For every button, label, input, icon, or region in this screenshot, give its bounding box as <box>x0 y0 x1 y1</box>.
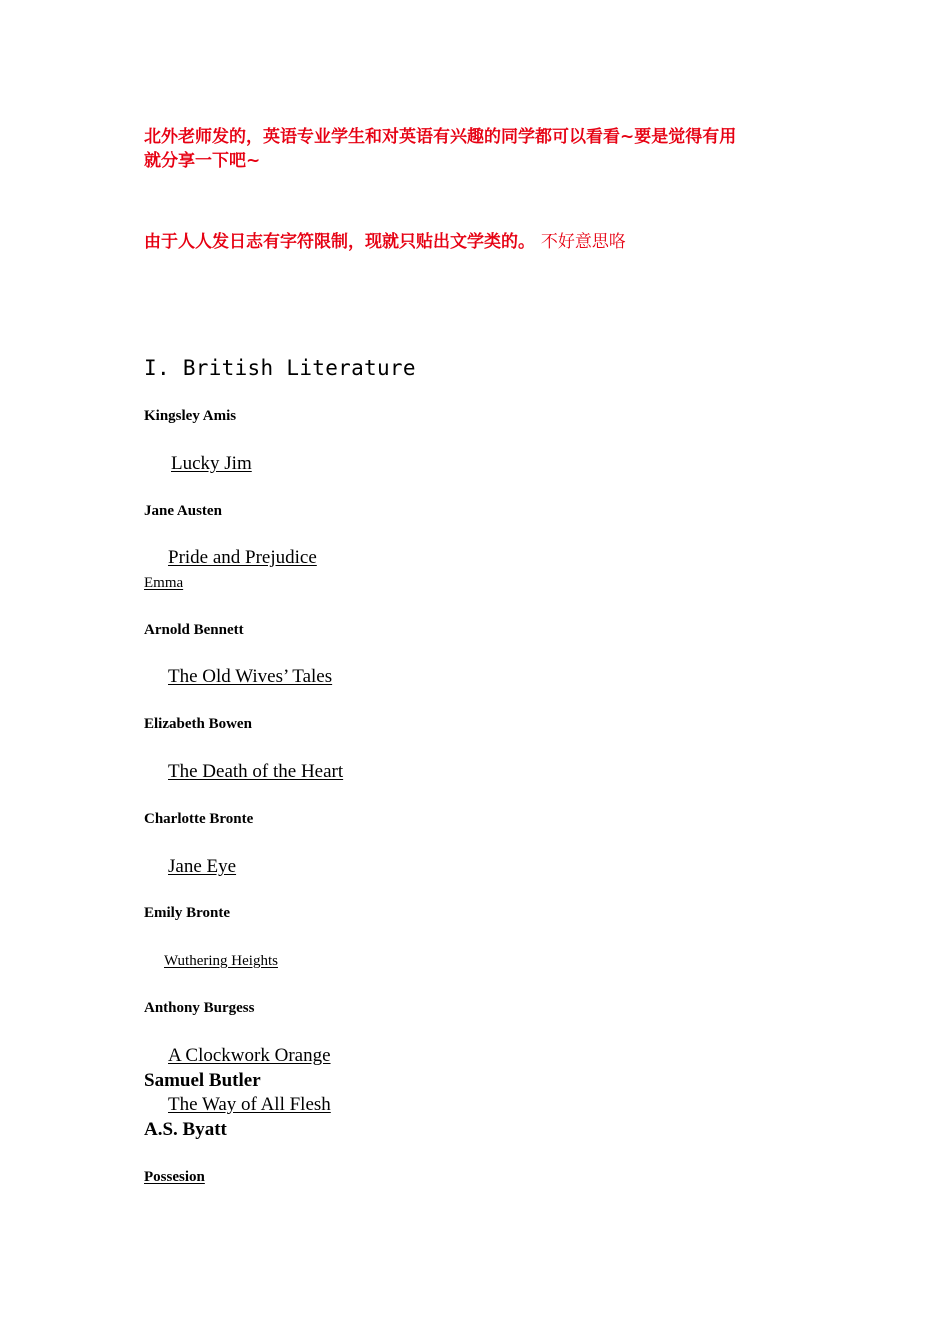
book-title-link[interactable]: A Clockwork Orange <box>168 1045 331 1066</box>
notice-apology-text: 不好意思咯 <box>540 232 626 252</box>
notice-line-2: 就分享一下吧~ <box>144 151 261 171</box>
book-title-link[interactable]: The Way of All Flesh <box>168 1094 331 1115</box>
book-title-link[interactable]: The Death of the Heart <box>168 761 344 782</box>
book-title-link[interactable]: The Old Wives’ Tales <box>168 666 333 687</box>
book-title-link[interactable]: Wuthering Heights <box>164 953 278 969</box>
book-title-link[interactable]: Emma <box>144 575 184 591</box>
book-title-link[interactable]: Lucky Jim <box>171 453 252 474</box>
notice-limit-text: 由于人人发日志有字符限制，现就只贴出文学类的。 <box>144 232 535 252</box>
author-name: Emily Bronte <box>144 905 230 921</box>
section-title: I. British Literature <box>144 356 416 380</box>
author-name: A.S. Byatt <box>144 1119 227 1140</box>
author-name: Jane Austen <box>144 503 222 519</box>
author-name: Anthony Burgess <box>144 1000 255 1016</box>
author-name: Samuel Butler <box>144 1070 261 1091</box>
author-name: Elizabeth Bowen <box>144 716 252 732</box>
author-name: Kingsley Amis <box>144 408 237 424</box>
author-name: Arnold Bennett <box>144 622 244 638</box>
notice-line-1: 北外老师发的，英语专业学生和对英语有兴趣的同学都可以看看~要是觉得有用 <box>144 127 737 147</box>
book-title-link[interactable]: Possesion <box>144 1169 205 1185</box>
book-title-link[interactable]: Jane Eye <box>168 856 237 877</box>
book-title-link[interactable]: Pride and Prejudice <box>168 547 317 568</box>
notice-line-3 <box>144 230 626 254</box>
author-name: Charlotte Bronte <box>144 811 254 827</box>
